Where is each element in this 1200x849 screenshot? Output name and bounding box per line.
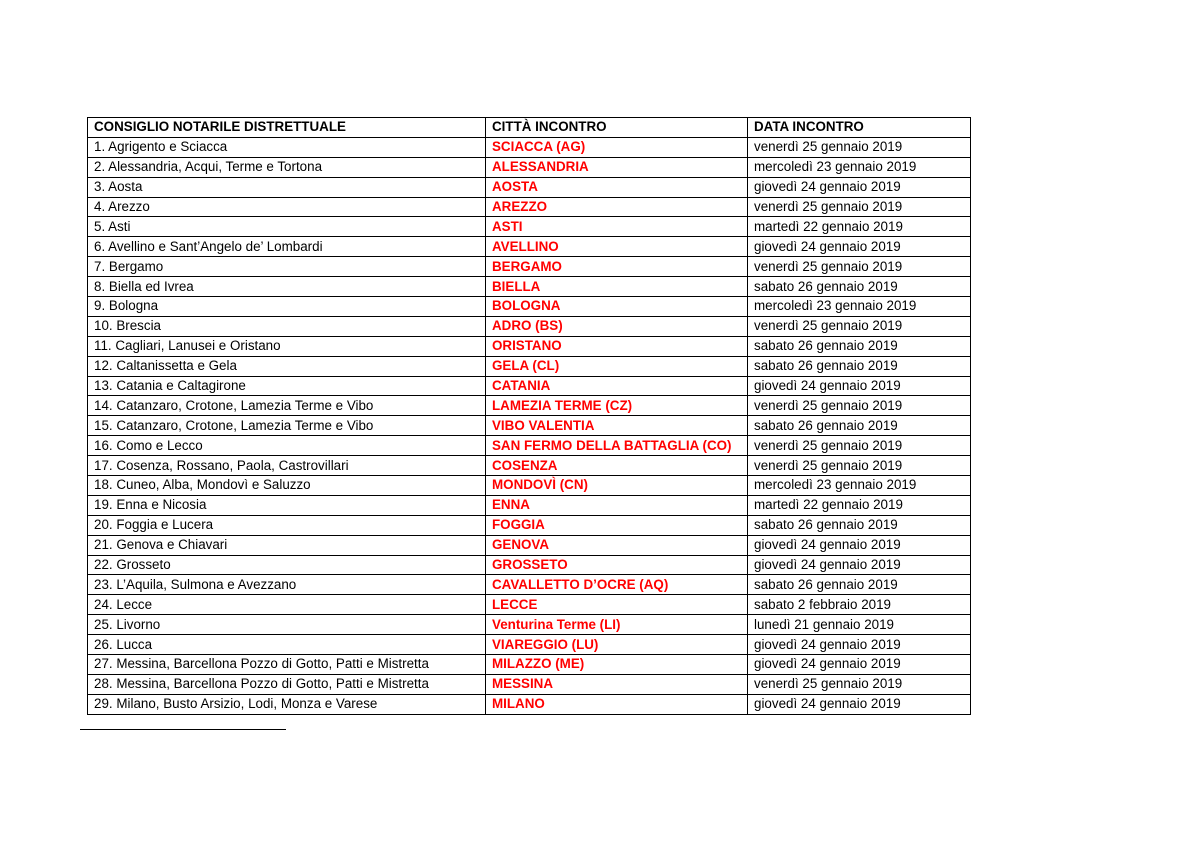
consiglio-cell: 20. Foggia e Lucera <box>88 515 486 535</box>
table-row <box>88 376 971 396</box>
consiglio-cell: 11. Cagliari, Lanusei e Oristano <box>88 336 486 356</box>
data-cell: sabato 26 gennaio 2019 <box>748 575 971 595</box>
citta-cell: SCIACCA (AG) <box>486 137 748 157</box>
data-cell: venerdì 25 gennaio 2019 <box>748 137 971 157</box>
data-cell: lunedì 21 gennaio 2019 <box>748 615 971 635</box>
table-row <box>88 575 971 595</box>
table-row <box>88 615 971 635</box>
consiglio-cell: 21. Genova e Chiavari <box>88 535 486 555</box>
data-cell: giovedì 24 gennaio 2019 <box>748 535 971 555</box>
consiglio-cell: 24. Lecce <box>88 595 486 615</box>
data-cell: sabato 26 gennaio 2019 <box>748 336 971 356</box>
data-cell: giovedì 24 gennaio 2019 <box>748 555 971 575</box>
citta-cell: BOLOGNA <box>486 297 748 317</box>
consiglio-cell: 23. L’Aquila, Sulmona e Avezzano <box>88 575 486 595</box>
meetings-table <box>87 117 971 715</box>
consiglio-cell: 15. Catanzaro, Crotone, Lamezia Terme e Vibo <box>88 416 486 436</box>
data-cell: martedì 22 gennaio 2019 <box>748 217 971 237</box>
citta-cell: GROSSETO <box>486 555 748 575</box>
table-row <box>88 515 971 535</box>
header-data: DATA INCONTRO <box>748 118 971 138</box>
citta-cell: FOGGIA <box>486 515 748 535</box>
consiglio-cell: 13. Catania e Caltagirone <box>88 376 486 396</box>
data-cell: venerdì 25 gennaio 2019 <box>748 396 971 416</box>
table-row <box>88 436 971 456</box>
citta-cell: LECCE <box>486 595 748 615</box>
citta-cell: Venturina Terme (LI) <box>486 615 748 635</box>
consiglio-cell: 10. Brescia <box>88 316 486 336</box>
data-cell: giovedì 24 gennaio 2019 <box>748 655 971 675</box>
citta-cell: BERGAMO <box>486 257 748 277</box>
table-row <box>88 694 971 714</box>
table-row <box>88 635 971 655</box>
table-row <box>88 257 971 277</box>
data-cell: venerdì 25 gennaio 2019 <box>748 674 971 694</box>
citta-cell: LAMEZIA TERME (CZ) <box>486 396 748 416</box>
citta-cell: VIAREGGIO (LU) <box>486 635 748 655</box>
table-row <box>88 416 971 436</box>
data-cell: giovedì 24 gennaio 2019 <box>748 635 971 655</box>
table-row <box>88 535 971 555</box>
consiglio-cell: 1. Agrigento e Sciacca <box>88 137 486 157</box>
data-cell: sabato 26 gennaio 2019 <box>748 356 971 376</box>
citta-cell: CATANIA <box>486 376 748 396</box>
citta-cell: AOSTA <box>486 177 748 197</box>
table-row <box>88 555 971 575</box>
citta-cell: GENOVA <box>486 535 748 555</box>
citta-cell: MONDOVÌ (CN) <box>486 476 748 496</box>
consiglio-cell: 3. Aosta <box>88 177 486 197</box>
table-row <box>88 177 971 197</box>
table-row <box>88 336 971 356</box>
table-row <box>88 316 971 336</box>
table-row <box>88 674 971 694</box>
data-cell: mercoledì 23 gennaio 2019 <box>748 476 971 496</box>
citta-cell: ASTI <box>486 217 748 237</box>
table-row <box>88 595 971 615</box>
table-row <box>88 237 971 257</box>
consiglio-cell: 12. Caltanissetta e Gela <box>88 356 486 376</box>
data-cell: venerdì 25 gennaio 2019 <box>748 197 971 217</box>
consiglio-cell: 4. Arezzo <box>88 197 486 217</box>
table-row <box>88 157 971 177</box>
header-citta: CITTÀ INCONTRO <box>486 118 748 138</box>
table-row <box>88 217 971 237</box>
citta-cell: GELA (CL) <box>486 356 748 376</box>
consiglio-cell: 27. Messina, Barcellona Pozzo di Gotto, Patti e Mistretta <box>88 655 486 675</box>
data-cell: venerdì 25 gennaio 2019 <box>748 436 971 456</box>
citta-cell: COSENZA <box>486 456 748 476</box>
data-cell: giovedì 24 gennaio 2019 <box>748 694 971 714</box>
data-cell: venerdì 25 gennaio 2019 <box>748 316 971 336</box>
data-cell: giovedì 24 gennaio 2019 <box>748 177 971 197</box>
consiglio-cell: 19. Enna e Nicosia <box>88 495 486 515</box>
data-cell: mercoledì 23 gennaio 2019 <box>748 297 971 317</box>
consiglio-cell: 28. Messina, Barcellona Pozzo di Gotto, Patti e Mistretta <box>88 674 486 694</box>
data-cell: giovedì 24 gennaio 2019 <box>748 376 971 396</box>
citta-cell: MESSINA <box>486 674 748 694</box>
consiglio-cell: 26. Lucca <box>88 635 486 655</box>
table-row <box>88 277 971 297</box>
data-cell: venerdì 25 gennaio 2019 <box>748 257 971 277</box>
table-row <box>88 297 971 317</box>
citta-cell: MILAZZO (ME) <box>486 655 748 675</box>
citta-cell: CAVALLETTO D’OCRE (AQ) <box>486 575 748 595</box>
table-row <box>88 197 971 217</box>
data-cell: martedì 22 gennaio 2019 <box>748 495 971 515</box>
consiglio-cell: 8. Biella ed Ivrea <box>88 277 486 297</box>
consiglio-cell: 18. Cuneo, Alba, Mondovì e Saluzzo <box>88 476 486 496</box>
consiglio-cell: 9. Bologna <box>88 297 486 317</box>
consiglio-cell: 16. Como e Lecco <box>88 436 486 456</box>
citta-cell: ADRO (BS) <box>486 316 748 336</box>
data-cell: giovedì 24 gennaio 2019 <box>748 237 971 257</box>
citta-cell: ALESSANDRIA <box>486 157 748 177</box>
citta-cell: ENNA <box>486 495 748 515</box>
consiglio-cell: 25. Livorno <box>88 615 486 635</box>
citta-cell: AVELLINO <box>486 237 748 257</box>
citta-cell: ORISTANO <box>486 336 748 356</box>
consiglio-cell: 29. Milano, Busto Arsizio, Lodi, Monza e Varese <box>88 694 486 714</box>
citta-cell: SAN FERMO DELLA BATTAGLIA (CO) <box>486 436 748 456</box>
consiglio-cell: 5. Asti <box>88 217 486 237</box>
consiglio-cell: 6. Avellino e Sant’Angelo de’ Lombardi <box>88 237 486 257</box>
header-consiglio: CONSIGLIO NOTARILE DISTRETTUALE <box>88 118 486 138</box>
data-cell: mercoledì 23 gennaio 2019 <box>748 157 971 177</box>
citta-cell: VIBO VALENTIA <box>486 416 748 436</box>
table-row <box>88 396 971 416</box>
table-row <box>88 495 971 515</box>
consiglio-cell: 14. Catanzaro, Crotone, Lamezia Terme e Vibo <box>88 396 486 416</box>
table-body <box>88 137 971 714</box>
citta-cell: AREZZO <box>486 197 748 217</box>
table-row <box>88 356 971 376</box>
table-row <box>88 137 971 157</box>
consiglio-cell: 2. Alessandria, Acqui, Terme e Tortona <box>88 157 486 177</box>
data-cell: sabato 2 febbraio 2019 <box>748 595 971 615</box>
table-row <box>88 655 971 675</box>
data-cell: sabato 26 gennaio 2019 <box>748 515 971 535</box>
data-cell: venerdì 25 gennaio 2019 <box>748 456 971 476</box>
table-header-row <box>88 118 971 138</box>
consiglio-cell: 17. Cosenza, Rossano, Paola, Castrovillari <box>88 456 486 476</box>
consiglio-cell: 22. Grosseto <box>88 555 486 575</box>
table-row <box>88 456 971 476</box>
citta-cell: MILANO <box>486 694 748 714</box>
data-cell: sabato 26 gennaio 2019 <box>748 416 971 436</box>
table-row <box>88 476 971 496</box>
data-cell: sabato 26 gennaio 2019 <box>748 277 971 297</box>
citta-cell: BIELLA <box>486 277 748 297</box>
footnote-separator <box>80 729 286 730</box>
consiglio-cell: 7. Bergamo <box>88 257 486 277</box>
